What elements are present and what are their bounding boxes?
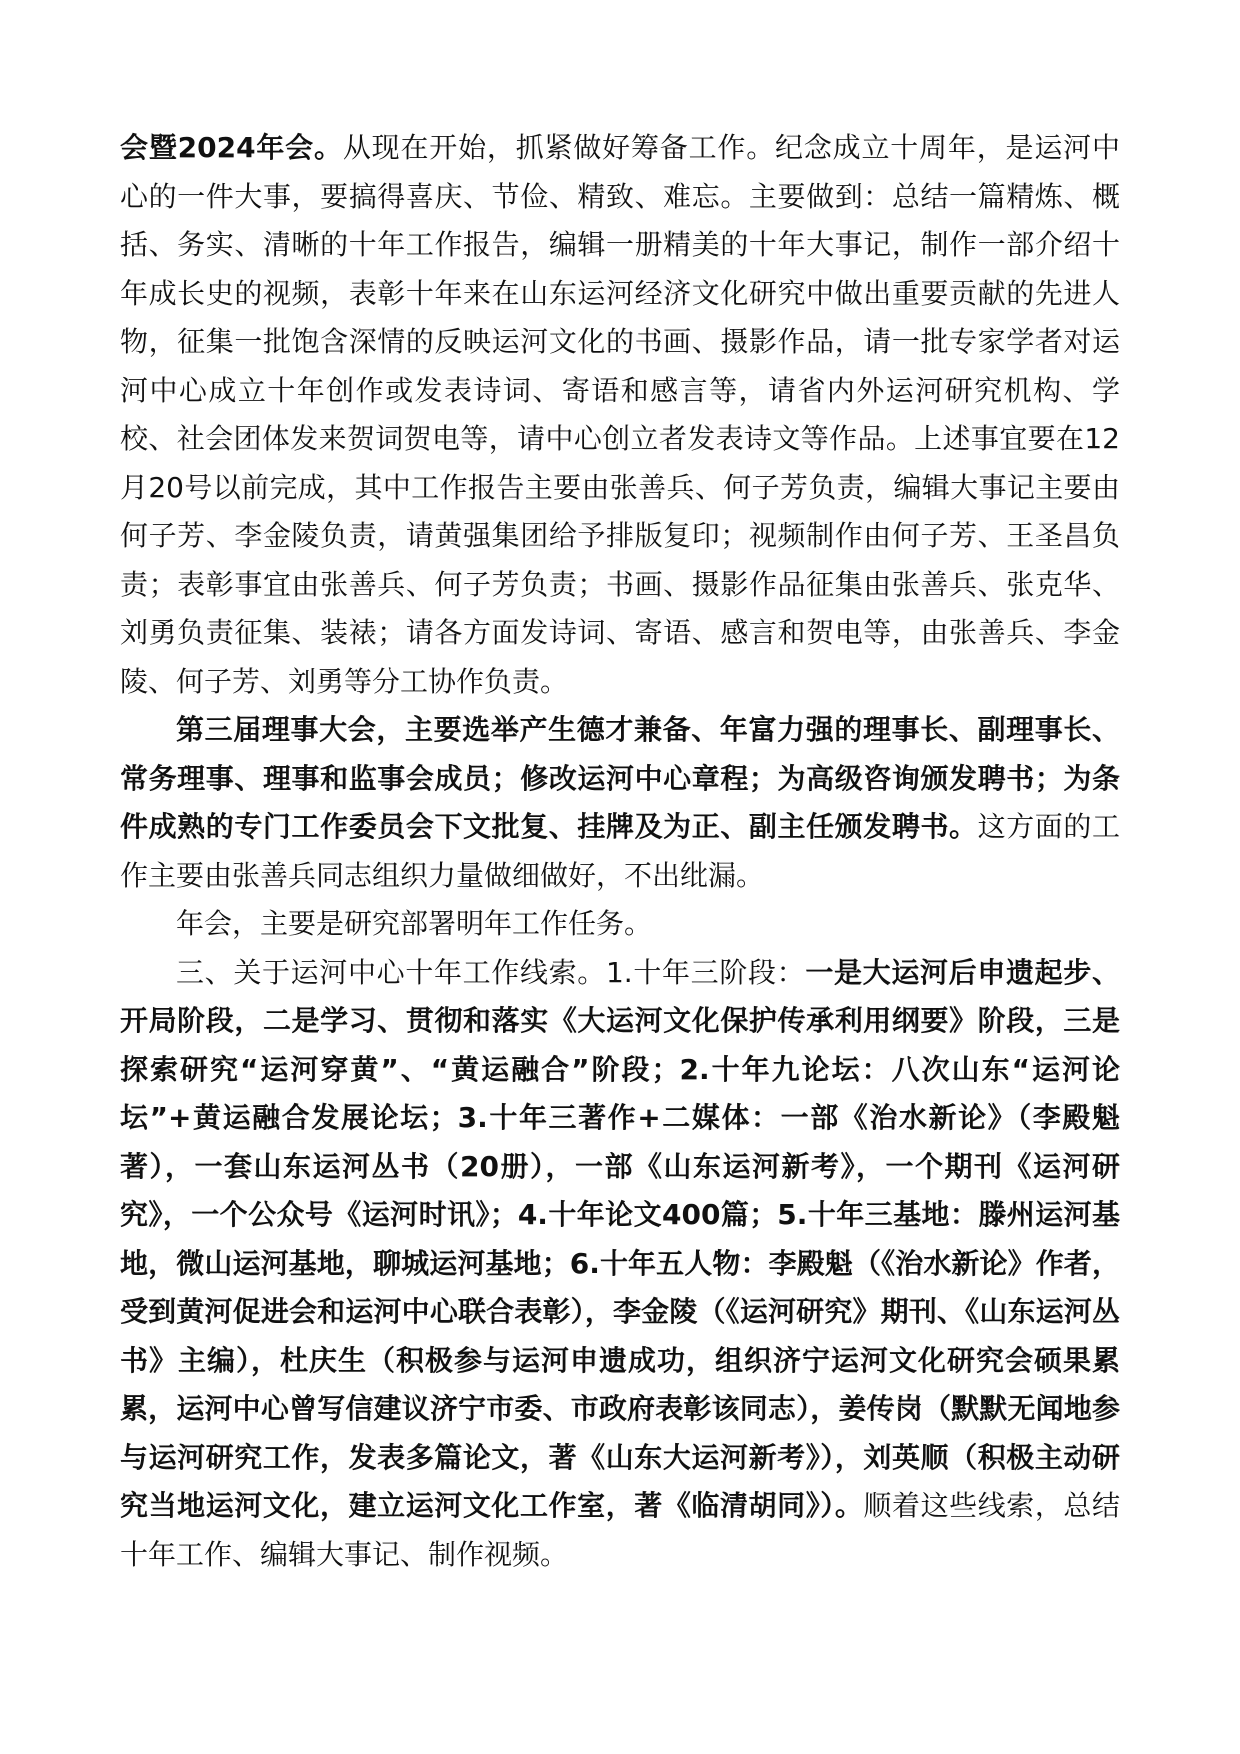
paragraph-2-text: 这方面的工作主要由张善兵同志组织力量做细做好，不出纰漏。 — [120, 810, 1120, 892]
paragraph-3-text: 年会，主要是研究部署明年工作任务。 — [176, 907, 653, 940]
paragraph-1-text: 从现在开始，抓紧做好筹备工作。纪念成立十周年，是运河中心的一件大事，要搞得喜庆、节俭、精致、难忘。主要做到：总结一篇精炼、概括、务实、清晰的十年工作报告，编辑一册精美的十年大事记，制作一部介绍十年成长史的视频，表彰十年来在山东运河经济文化研究中做出重要贡献的先进人物，征集一批饱含深情的反映运河文化的书画、摄影作品，请一批专家学者对运河中心成立十年创作或发表诗词、寄语和感言等，请省内外运河研究机构、学校、社会团体发来贺词贺电等，请中心创立者发表诗文等作品。上述事宜要在12月20号以前完成，其中工作报告主要由张善兵、何子芳负责，编辑大事记主要由何子芳、李金陵负责，请黄强集团给予排版复印；视频制作由何子芳、王圣昌负责；表彰事宜由张善兵、何子芳负责；书画、摄影作品征集由张善兵、张克华、刘勇负责征集、装裱；请各方面发诗词、寄语、感言和贺电等，由张善兵、李金陵、何子芳、刘勇等分工协作负责。 — [120, 131, 1120, 698]
document-page — [120, 124, 1120, 1579]
paragraph-2-bold: 第三届理事大会，主要选举产生德才兼备、年富力强的理事长、副理事长、常务理事、理事和监事会成员；修改运河中心章程；为高级咨询颁发聘书；为条件成熟的专门工作委员会下文批复、挂牌及为正、副主任颁发聘书。 — [120, 713, 1120, 843]
paragraph-4-text: 顺着这些线索，总结十年工作、编辑大事记、制作视频。 — [120, 1489, 1120, 1571]
paragraph-1 — [120, 124, 1120, 706]
paragraph-1-bold-lead: 会暨2024年会。 — [120, 131, 343, 164]
paragraph-3 — [120, 900, 1120, 949]
paragraph-4-bold: 一是大运河后申遗起步、开局阶段，二是学习、贯彻和落实《大运河文化保护传承利用纲要》阶段，三是探索研究“运河穿黄”、“黄运融合”阶段；2.十年九论坛：八次山东“运河论坛”+黄运融合发展论坛；3.十年三著作+二媒体：一部《治水新论》（李殿魁著），一套山东运河丛书（20册），一部《山东运河新考》，一个期刊《运河研究》，一个公众号《运河时讯》；4.十年论文400篇；5.十年三基地：滕州运河基地，微山运河基地，聊城运河基地；6.十年五人物：李殿魁（《治水新论》作者，受到黄河促进会和运河中心联合表彰），李金陵（《运河研究》期刊、《山东运河丛书》主编），杜庆生（积极参与运河申遗成功，组织济宁运河文化研究会硕果累累，运河中心曾写信建议济宁市委、市政府表彰该同志），姜传岗（默默无闻地参与运河研究工作，发表多篇论文，著《山东大运河新考》），刘英顺（积极主动研究当地运河文化，建立运河文化工作室，著《临清胡同》）。 — [120, 955, 1120, 1522]
paragraph-4 — [120, 949, 1120, 1580]
paragraph-2 — [120, 706, 1120, 900]
paragraph-4-lead: 三、关于运河中心十年工作线索。1.十年三阶段： — [176, 955, 806, 989]
